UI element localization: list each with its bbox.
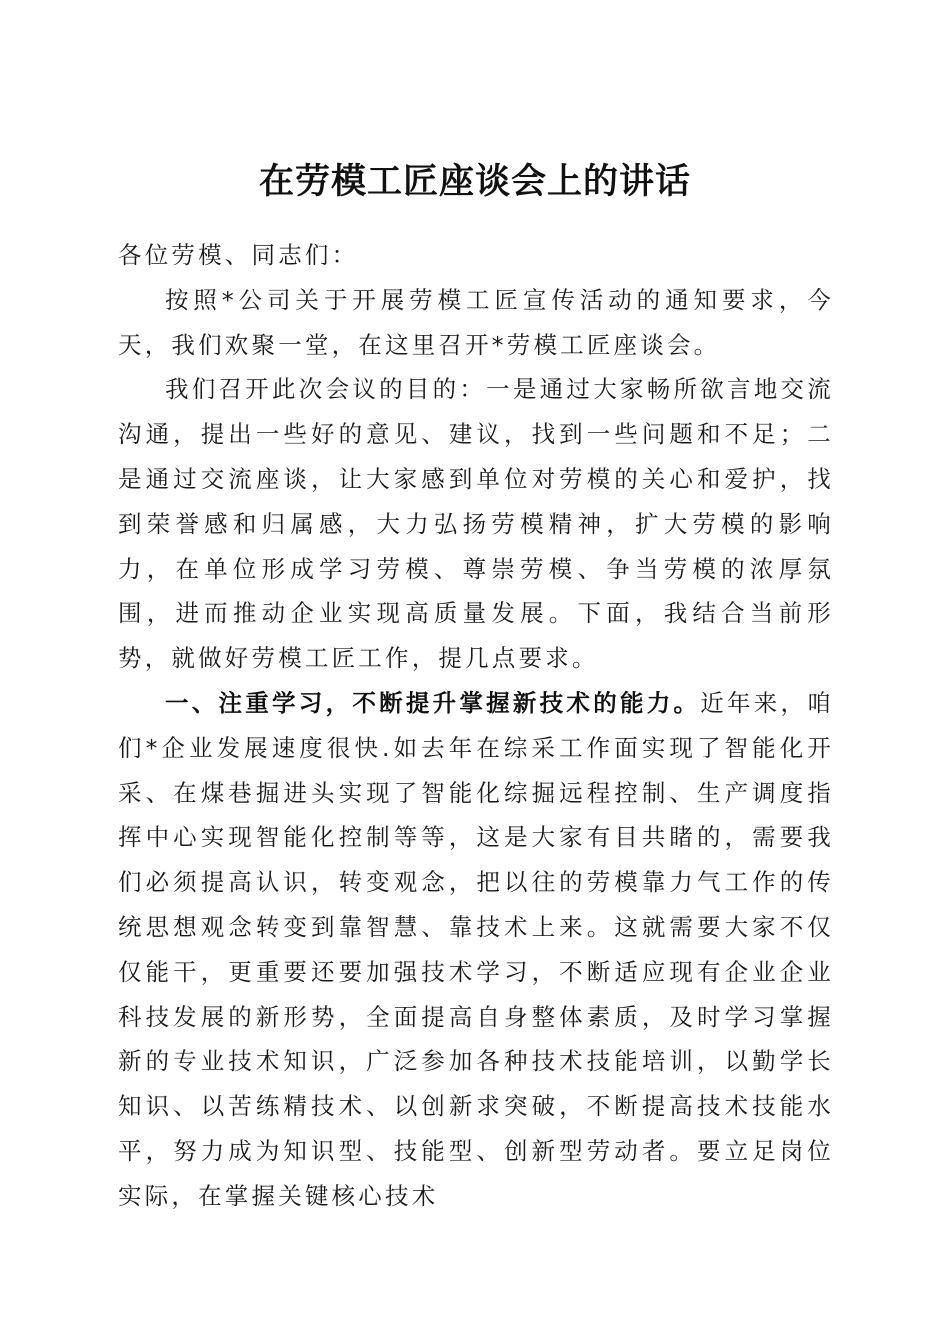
section-1-paragraph [118,681,834,1219]
paragraph-purpose: 我们召开此次会议的目的：一是通过大家畅所欲言地交流沟通，提出一些好的意见、建议，找到一些问题和不足；二是通过交流座谈，让大家感到单位对劳模的关心和爱护，找到荣誉感和归属感，大力弘扬劳模精神，扩大劳模的影响力，在单位形成学习劳模、尊崇劳模、争当劳模的浓厚氛围，进而推动企业实现高质量发展。下面，我结合当前形势，就做好劳模工匠工作，提几点要求。 [118,375,834,673]
document-title: 在劳模工匠座谈会上的讲话 [258,161,691,203]
section-1-heading: 一、注重学习，不断提升掌握新技术的能力。 [165,688,701,717]
paragraph-intro: 按照*公司关于开展劳模工匠宣传活动的通知要求，今天，我们欢聚一堂，在这里召开*劳模工匠座谈会。 [118,285,834,359]
salutation: 各位劳模、同志们： [118,241,359,269]
document-body [118,233,834,1219]
section-1-text: 近年来，咱们*企业发展速度很快.如去年在综采工作面实现了智能化开采、在煤巷掘进头实现了智能化综掘远程控制、生产调度指挥中心实现智能化控制等等，这是大家有目共睹的，需要我们必须提高认识，转变观念，把以往的劳模靠力气工作的传统思想观念转变到靠智慧、靠技术上来。这就需要大家不仅仅能干，更重要还要加强技术学习，不断适应现有企业企业科技发展的新形势，全面提高自身整体素质，及时学习掌握新的专业技术知识，广泛参加各种技术技能培训，以勤学长知识、以苦练精技术、以创新求突破，不断提高技术技能水平，努力成为知识型、技能型、创新型劳动者。要立足岗位实际，在掌握关键核心技术 [118,688,834,1210]
